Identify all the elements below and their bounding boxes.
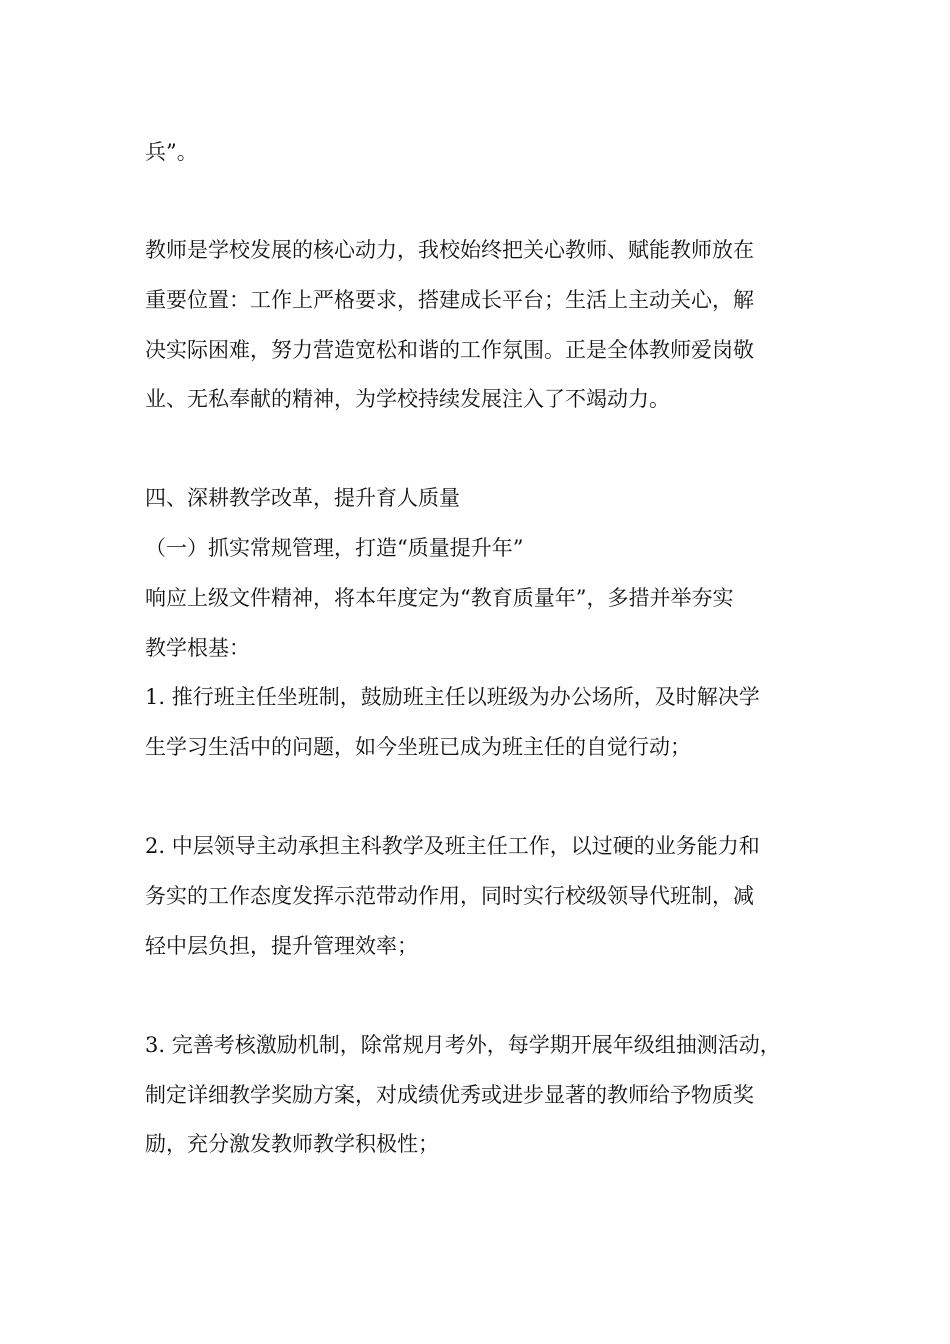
list-item: 1. 推行班主任坐班制，鼓励班主任以班级为办公场所，及时解决学	[145, 685, 760, 709]
text-line: 轻中层负担，提升管理效率；	[145, 934, 418, 958]
text-line: 业、无私奉献的精神，为学校持续发展注入了不竭动力。	[145, 387, 670, 411]
list-item: 2. 中层领导主动承担主科教学及班主任工作，以过硬的业务能力和	[145, 834, 760, 858]
list-item: 3. 完善考核激励机制，除常规月考外，每学期开展年级组抽测活动，	[145, 1033, 781, 1057]
text-line: 励，充分激发教师教学积极性；	[145, 1132, 439, 1156]
section-heading: 四、深耕教学改革，提升育人质量	[145, 486, 460, 510]
text-line: 生学习生活中的问题，如今坐班已成为班主任的自觉行动；	[145, 735, 691, 759]
text-line: 重要位置：工作上严格要求，搭建成长平台；生活上主动关心，解	[145, 288, 754, 312]
text-line: 响应上级文件精神，将本年度定为“教育质量年”，多措并举夯实	[145, 586, 734, 610]
subsection-heading: （一）抓实常规管理，打造“质量提升年”	[145, 536, 524, 560]
text-line: 兵”。	[145, 140, 198, 164]
text-line: 教师是学校发展的核心动力，我校始终把关心教师、赋能教师放在	[145, 238, 754, 262]
text-line: 制定详细教学奖励方案，对成绩优秀或进步显著的教师给予物质奖	[145, 1083, 754, 1107]
text-line: 务实的工作态度发挥示范带动作用，同时实行校级领导代班制，减	[145, 884, 754, 908]
text-line: 教学根基：	[145, 636, 250, 660]
text-line: 决实际困难，努力营造宽松和谐的工作氛围。正是全体教师爱岗敬	[145, 338, 754, 362]
